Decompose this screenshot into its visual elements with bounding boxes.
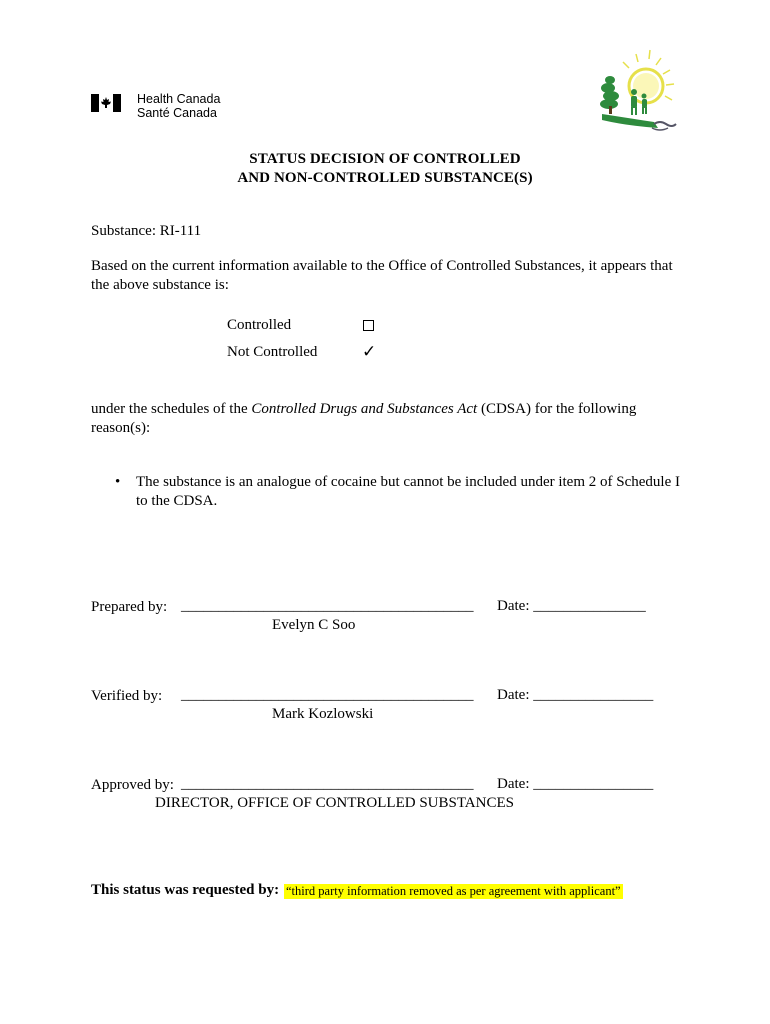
schedules-text-after: (CDSA) for the following reason(s): <box>91 401 637 436</box>
prepared-by-signature-line: _______________________________________ <box>181 598 474 614</box>
approved-date-field: Date: ________________ <box>497 776 654 792</box>
verified-by-label: Verified by: <box>91 688 163 704</box>
org-name-fr: Santé Canada <box>137 106 217 120</box>
requested-by-value: “third party information removed as per agreement with applicant” <box>286 884 621 898</box>
substance-name: Substance: RI-111 <box>91 223 202 239</box>
approved-by-title: DIRECTOR, OFFICE OF CONTROLLED SUBSTANCES <box>155 795 514 811</box>
checkmark-icon: ✓ <box>362 342 377 361</box>
act-name: Controlled Drugs and Substances Act <box>251 401 478 417</box>
reason-item: The substance is an analogue of cocaine but cannot be included under item 2 of Schedule I to the CDSA. <box>136 474 680 509</box>
schedules-paragraph <box>91 400 691 438</box>
prepared-date-field: Date: _______________ <box>497 598 646 614</box>
intro-paragraph: Based on the current information available to the Office of Controlled Substances, it appears that the above substance is: <box>91 258 673 293</box>
not-controlled-option-label: Not Controlled <box>227 344 318 360</box>
verified-by-signature-line: _______________________________________ <box>181 687 474 703</box>
approved-by-signature-line: _______________________________________ <box>181 776 474 792</box>
verified-by-name: Mark Kozlowski <box>272 706 374 722</box>
requested-by-label: This status was requested by: <box>91 882 280 898</box>
approved-by-label: Approved by: <box>91 777 174 793</box>
prepared-by-label: Prepared by: <box>91 599 168 615</box>
verified-date-field: Date: ________________ <box>497 687 654 703</box>
controlled-option-label: Controlled <box>227 317 292 333</box>
schedules-text-before: under the schedules of the <box>91 401 252 417</box>
sun-family-logo-icon <box>598 48 678 134</box>
document-title-line-1: STATUS DECISION OF CONTROLLED <box>249 151 521 167</box>
bullet-icon: • <box>115 474 121 490</box>
prepared-by-name: Evelyn C Soo <box>272 617 356 633</box>
canada-flag-icon <box>91 94 121 112</box>
org-name-en: Health Canada <box>137 92 221 106</box>
controlled-checkbox-icon <box>363 320 374 331</box>
document-title-line-2: AND NON-CONTROLLED SUBSTANCE(S) <box>237 170 533 186</box>
